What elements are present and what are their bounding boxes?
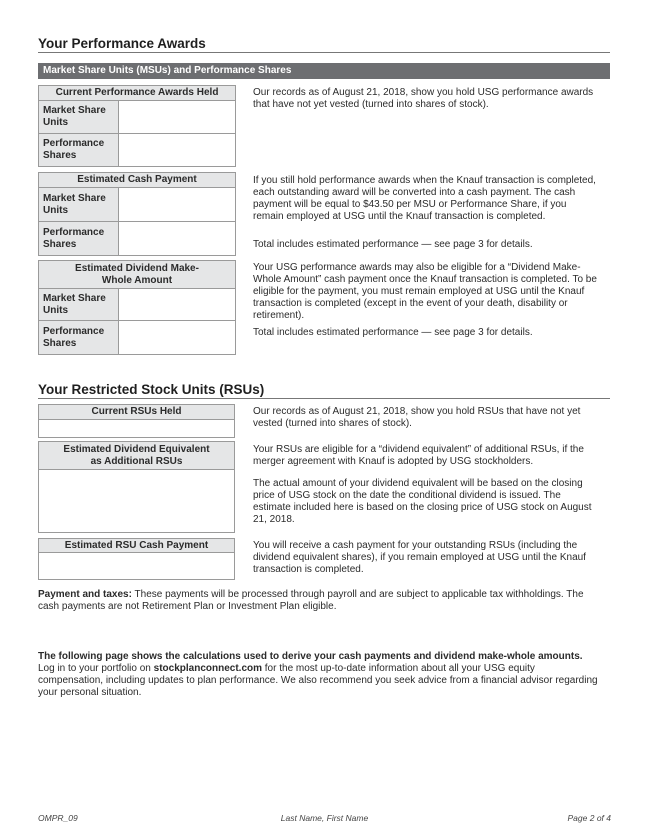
payment-taxes-label: Payment and taxes:	[38, 589, 132, 600]
heading-rule	[38, 52, 610, 53]
dividend-make-whole-table	[38, 260, 236, 355]
value-cell	[119, 222, 236, 256]
rsu-heading: Your Restricted Stock Units (RSUs)	[38, 382, 265, 397]
section-bar: Market Share Units (MSUs) and Performance Shares	[38, 63, 610, 79]
value-cell	[119, 188, 236, 222]
row-label: Performance Shares	[39, 222, 119, 256]
rsu-equivalent-description: Your RSUs are eligible for a “dividend equivalent” of additional RSUs, if the merger agreement with Knauf is adopted by USG stockholders.	[253, 444, 584, 467]
performance-heading: Your Performance Awards	[38, 36, 206, 51]
payment-taxes-paragraph	[38, 589, 598, 613]
rsu-held-description: Our records as of August 21, 2018, show you hold RSUs that have not yet vested (turned into shares of stock).	[253, 406, 581, 429]
row-label: Market Share Units	[39, 101, 119, 134]
table-header: Estimated RSU Cash Payment	[39, 539, 235, 553]
table-header: Current RSUs Held	[39, 405, 235, 420]
row-label: Performance Shares	[39, 134, 119, 167]
heading-rule	[38, 398, 610, 399]
closing-text-end: for the most up-to-date information about all your USG equity compensation, including updates to plan performance. We also recommend you seek advice from a financial advisor regarding your personal situation.	[38, 663, 598, 698]
closing-text: Log in to your portfolio on	[38, 663, 154, 674]
footer-code: OMPR_09	[38, 813, 78, 823]
value-cell	[39, 420, 235, 438]
dividend-note: Total includes estimated performance — see page 3 for details.	[253, 327, 533, 338]
table-header: Estimated Dividend Equivalent as Additional RSUs	[39, 442, 235, 470]
row-label: Market Share Units	[39, 289, 119, 321]
current-awards-table	[38, 85, 236, 167]
payment-taxes-text: These payments will be processed through payroll and are subject to applicable tax withholdings. The cash payments are not Retirement Plan or Investment Plan eligible.	[38, 589, 584, 612]
table-header: Estimated Dividend Make-Whole Amount	[39, 261, 236, 289]
cash-description: If you still hold performance awards when the Knauf transaction is completed, each outstanding award will be converted into a cash payment. The cash payment will be equal to $43.50 per MSU or Performance Share, if you remain employed at USG until the Knauf transaction is completed.	[253, 175, 596, 222]
held-description: Our records as of August 21, 2018, show you hold USG performance awards that have not yet vested (turned into shares of stock).	[253, 87, 594, 110]
footer-name: Last Name, First Name	[280, 813, 369, 823]
dividend-description: Your USG performance awards may also be eligible for a “Dividend Make-Whole Amount” cash payment once the Knauf transaction is completed. To be eligible for the payment, you must remain employed at USG until the Knauf transaction is completed (except in the event of your death, disability or retirement).	[253, 262, 597, 321]
cash-payment-table	[38, 172, 236, 256]
rsu-equivalent-basis: The actual amount of your dividend equivalent will be based on the closing price of USG stock on the date the conditional dividend is issued. The estimate included here is based on the closing price of USG stock on August 21, 2018.	[253, 478, 592, 525]
row-label: Performance Shares	[39, 321, 119, 355]
table-header: Current Performance Awards Held	[39, 86, 236, 101]
value-cell	[119, 321, 236, 355]
rsu-cash-payment-table	[38, 538, 235, 580]
dividend-equivalent-table	[38, 441, 235, 533]
closing-bold-text: The following page shows the calculations used to derive your cash payments and dividend make-whole amounts.	[38, 651, 583, 662]
current-rsus-table	[38, 404, 235, 438]
closing-paragraph	[38, 651, 598, 699]
rsu-cash-description: You will receive a cash payment for your outstanding RSUs (including the dividend equivalent shares), if you remain employed at USG until the Knauf transaction is completed.	[253, 540, 586, 575]
value-cell	[39, 470, 235, 533]
value-cell	[119, 289, 236, 321]
row-label: Market Share Units	[39, 188, 119, 222]
footer-page-number: Page 2 of 4	[567, 813, 611, 823]
table-header: Estimated Cash Payment	[39, 173, 236, 188]
value-cell	[39, 553, 235, 580]
value-cell	[119, 134, 236, 167]
value-cell	[119, 101, 236, 134]
portfolio-link[interactable]: stockplanconnect.com	[153, 663, 262, 674]
cash-note: Total includes estimated performance — see page 3 for details.	[253, 239, 533, 250]
